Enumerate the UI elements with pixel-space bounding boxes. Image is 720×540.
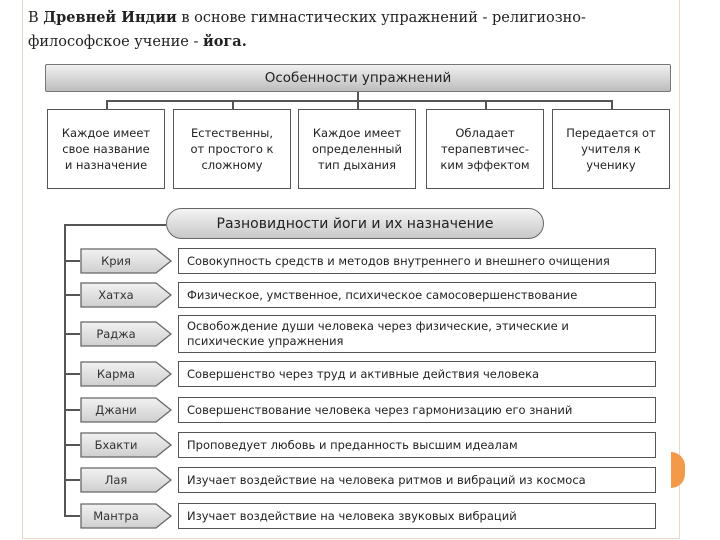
- connector: [64, 479, 80, 481]
- intro-text: В Древней Индии в основе гимнастических упражнений - религиозно-философское учение - йога.: [28, 9, 586, 50]
- yoga-type-chevron: [80, 321, 172, 347]
- yoga-type-description: Проповедует любовь и преданность высшим идеалам: [178, 432, 656, 458]
- yoga-type-description: Совершенствование человека через гармонизацию его знаний: [178, 397, 656, 423]
- connector: [64, 409, 80, 411]
- yoga-type-name: Крия: [101, 254, 131, 268]
- connector: [64, 224, 66, 517]
- yoga-type-name: Джани: [95, 403, 137, 417]
- yoga-type-name: Хатха: [98, 288, 134, 302]
- connector: [485, 100, 487, 109]
- feature-box: Передается от учителя к ученику: [552, 109, 670, 189]
- slide-accent-marker: [671, 452, 685, 488]
- yoga-type-description: Изучает воздействие на человека звуковых вибраций: [178, 503, 656, 529]
- connector: [64, 333, 80, 335]
- connector: [64, 224, 166, 226]
- yoga-type-description: Совокупность средств и методов внутреннего и внешнего очищения: [178, 248, 656, 274]
- yoga-type-chevron: [80, 248, 172, 274]
- yoga-type-name: Раджа: [96, 327, 136, 341]
- yoga-type-name: Лая: [104, 473, 128, 487]
- feature-box: Естественны, от простого к сложному: [173, 109, 291, 189]
- yoga-type-description: Совершенство через труд и активные действия человека: [178, 361, 656, 387]
- connector: [357, 100, 359, 109]
- yoga-types-header: Разновидности йоги и их назначение: [166, 208, 544, 239]
- connector: [64, 260, 80, 262]
- yoga-type-chevron: [80, 503, 172, 529]
- yoga-type-chevron: [80, 397, 172, 423]
- yoga-type-name: Бхакти: [94, 438, 138, 452]
- yoga-type-name: Мантра: [93, 509, 139, 523]
- feature-box: Каждое имеет определенный тип дыхания: [298, 109, 416, 189]
- yoga-type-chevron: [80, 467, 172, 493]
- yoga-type-chevron: [80, 282, 172, 308]
- yoga-type-chevron: [80, 361, 172, 387]
- connector: [64, 294, 80, 296]
- yoga-type-chevron: [80, 432, 172, 458]
- yoga-type-description: Освобождение души человека через физические, этические и психические упражнения: [178, 315, 656, 353]
- connector: [106, 100, 108, 109]
- connector: [64, 373, 80, 375]
- feature-box: Обладает терапевтичес- ким эффектом: [426, 109, 544, 189]
- features-header: Особенности упражнений: [45, 64, 671, 92]
- yoga-type-description: Изучает воздействие на человека ритмов и вибраций из космоса: [178, 467, 656, 493]
- connector: [64, 444, 80, 446]
- feature-box: Каждое имеет свое название и назначение: [47, 109, 165, 189]
- connector: [232, 100, 234, 109]
- connector: [64, 515, 80, 517]
- yoga-type-description: Физическое, умственное, психическое самосовершенствование: [178, 282, 656, 308]
- connector: [611, 100, 613, 109]
- yoga-type-name: Карма: [96, 367, 136, 381]
- connector: [106, 100, 612, 102]
